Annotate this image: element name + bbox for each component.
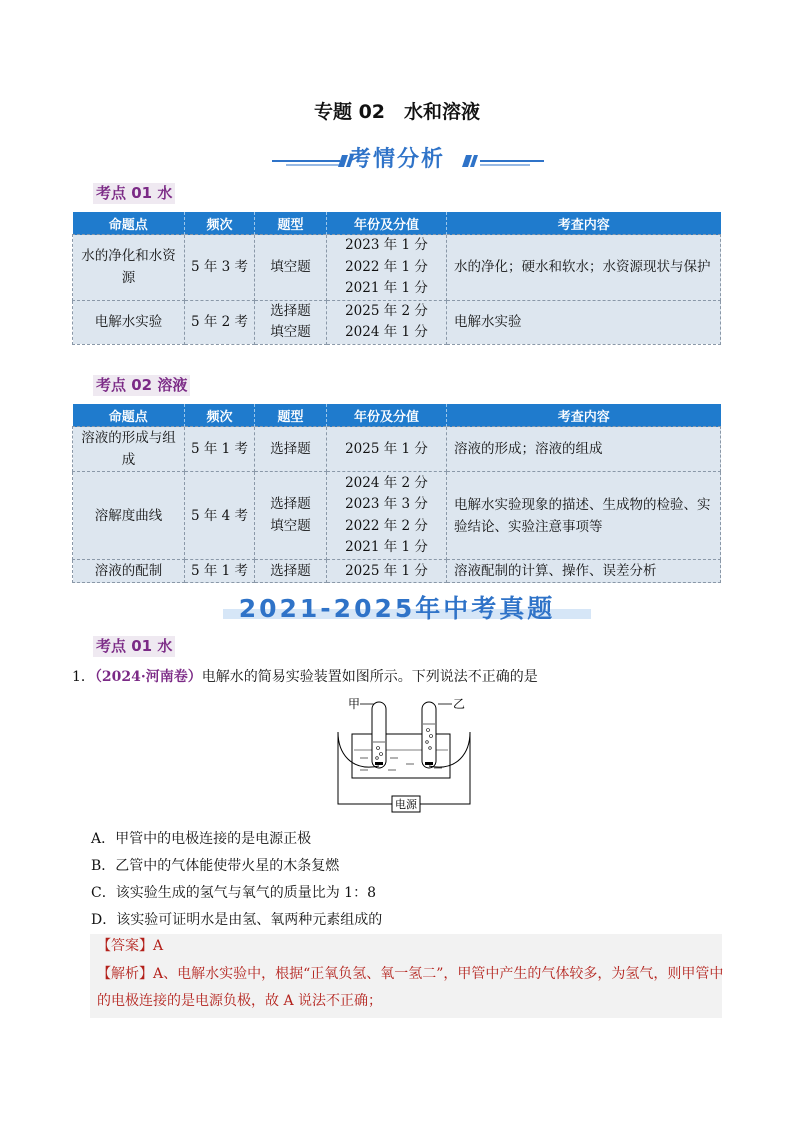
option-c: C．该实验生成的氢气与氧气的质量比为 1：8 [91,885,376,901]
cell-years [327,472,447,560]
table-section1 [72,212,721,345]
cell-point: 溶液的形成与组成 [73,427,185,472]
cell-point: 电解水实验 [73,300,185,344]
question-source: （2024·河南卷） [94,669,202,685]
table-row [73,300,721,344]
year-entry: 2023 年 1 分 [345,237,428,253]
type-entry: 填空题 [270,324,311,340]
option-b: B．乙管中的气体能使带火星的木条复燃 [91,858,340,874]
table-row [73,427,721,472]
question-stem [72,666,538,686]
section2-heading: 考点 02 溶液 [93,375,190,396]
label-jia: 甲 [348,697,361,711]
table-row [73,560,721,583]
electrolysis-apparatus-figure [330,692,480,818]
answer-line: 【答案】A [97,938,164,954]
cell-years: 2025 年 1 分 [327,427,447,472]
cell-freq: 5 年 4 考 [185,472,255,560]
cell-type: 选择题 [255,560,327,583]
cell-years: 2025 年 1 分 [327,560,447,583]
cell-type: 填空题 [255,235,327,301]
type-entry: 选择题 [270,496,311,512]
type-entry: 选择题 [270,302,311,319]
col-header-point: 命题点 [73,212,185,235]
cell-years [327,300,447,344]
year-entry: 2025 年 2 分 [345,302,428,319]
label-power-source: 电源 [395,798,417,811]
option-d: D．该实验可证明水是由氢、氧两种元素组成的 [91,912,383,928]
section2-heading-wrap [93,375,190,394]
year-entry: 2024 年 2 分 [345,474,428,491]
cell-content: 溶液的形成；溶液的组成 [447,427,721,472]
section1-heading-wrap [93,183,175,202]
year-entry: 2024 年 1 分 [345,324,428,340]
cell-years [327,235,447,301]
label-yi: 乙 [453,697,466,711]
table-row [73,472,721,560]
col-header-type: 题型 [255,404,327,427]
table-section2 [72,404,721,583]
type-entry: 填空题 [270,517,311,534]
cell-point: 水的净化和水资源 [73,235,185,301]
cell-freq: 5 年 1 考 [185,560,255,583]
cell-freq: 5 年 2 考 [185,300,255,344]
cell-content: 电解水实验 [447,300,721,344]
col-header-years: 年份及分值 [327,404,447,427]
cell-type [255,300,327,344]
col-header-content: 考查内容 [447,404,721,427]
cell-point: 溶解度曲线 [73,472,185,560]
col-header-freq: 频次 [185,404,255,427]
question-text: 电解水的简易实验装置如图所示。下列说法不正确的是 [201,669,538,685]
year-entry: 2023 年 3 分 [345,496,428,512]
col-header-freq: 频次 [185,212,255,235]
table-row [73,235,721,301]
option-a: A．甲管中的电极连接的是电源正极 [91,831,312,847]
section-banner-analysis: 考情分析 [348,147,445,172]
question-number: 1． [72,669,95,685]
section-banner-exam: 2021-2025年中考真题 [238,594,556,623]
year-entry: 2021 年 1 分 [345,539,428,555]
cell-content: 电解水实验现象的描述、生成物的检验、实验结论、实验注意事项等 [447,472,721,560]
page-title: 专题 02 水和溶液 [313,101,481,123]
cell-content: 溶液配制的计算、操作、误差分析 [447,560,721,583]
analysis-line-2: 的电极连接的是电源负极，故 A 说法不正确； [97,993,383,1009]
cell-freq: 5 年 3 考 [185,235,255,301]
section3-heading-wrap [93,636,175,655]
col-header-point: 命题点 [73,404,185,427]
analysis-line-1: 【解析】A、电解水实验中，根据“正氧负氢、氧一氢二”，甲管中产生的气体较多，为氢气，则甲管中 [97,966,724,982]
col-header-years: 年份及分值 [327,212,447,235]
cell-freq: 5 年 1 考 [185,427,255,472]
cell-type: 选择题 [255,427,327,472]
year-entry: 2021 年 1 分 [345,280,428,296]
cell-content: 水的净化；硬水和软水；水资源现状与保护 [447,235,721,301]
year-entry: 2022 年 2 分 [345,517,428,534]
section1-heading: 考点 01 水 [93,183,175,204]
col-header-type: 题型 [255,212,327,235]
col-header-content: 考查内容 [447,212,721,235]
cell-point: 溶液的配制 [73,560,185,583]
section3-heading: 考点 01 水 [93,636,175,657]
year-entry: 2022 年 1 分 [345,258,428,275]
cell-type [255,472,327,560]
